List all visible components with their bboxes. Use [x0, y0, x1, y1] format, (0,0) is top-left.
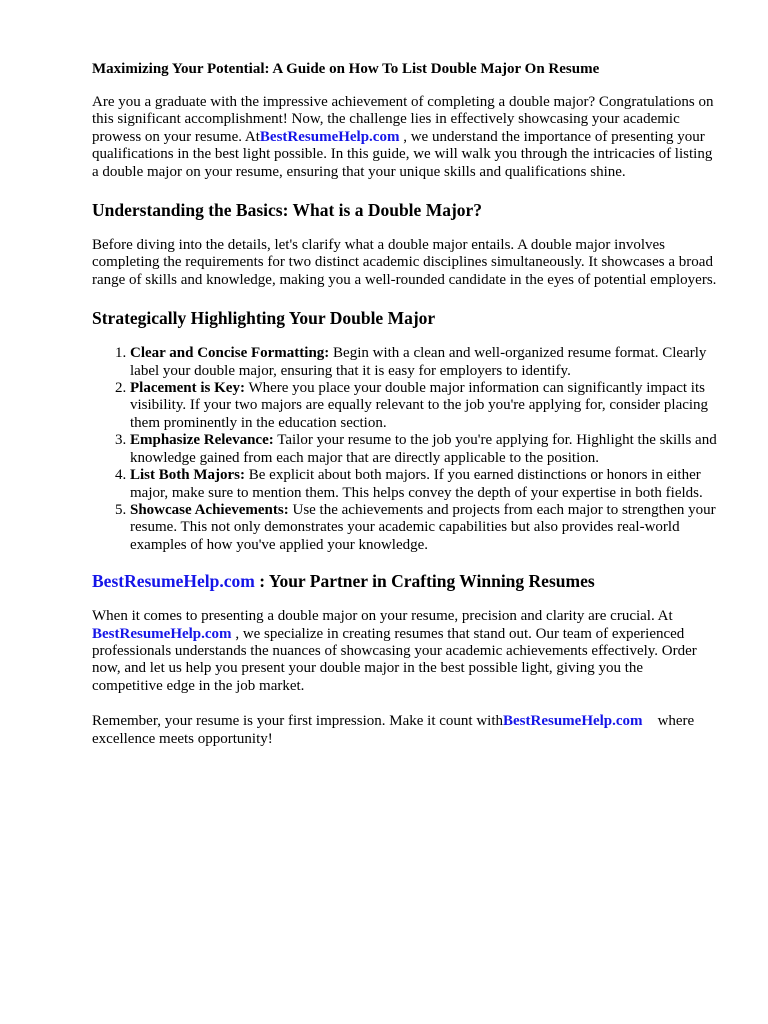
closing-text-after: where excellence meets opportunity! — [92, 713, 698, 747]
partner-text-after: , we specialize in creating resumes that stand out. Our team of experienced professionals understands the nuances of showcasing your academic achievements effectively. Order now, and let us help you present your double major in the best possible light, giving you the competitive edge in the job market. — [92, 625, 697, 694]
intro-brand-link[interactable]: BestResumeHelp.com — [259, 128, 400, 145]
document-title: Maximizing Your Potential: A Guide on How To List Double Major On Resume — [92, 61, 600, 77]
basics-heading: Understanding the Basics: What is a Double Major? — [92, 200, 483, 221]
partner-heading — [92, 570, 728, 592]
list-item-text: Tailor your resume to the job you're applying for. Highlight the skills and knowledge gained from each major that are directly applicable to the position. — [130, 432, 717, 466]
list-item-text: Be explicit about both majors. If you earned distinctions or honors in either major, make sure to mention them. This helps convey the depth of your expertise in both fields. — [130, 467, 703, 501]
list-item — [130, 467, 720, 502]
list-item — [130, 380, 720, 432]
basics-paragraph: Before diving into the details, let's clarify what a double major entails. A double major involves completing the requirements for two distinct academic disciplines simultaneously. It showcases a broad range of skills and knowledge, making you a well-rounded candidate in the eyes of potential employers. — [92, 237, 717, 288]
closing-text-before: Remember, your resume is your first impression. Make it count with — [92, 713, 503, 730]
list-item — [130, 432, 720, 467]
partner-heading-brand-link[interactable]: BestResumeHelp.com — [92, 571, 255, 592]
partner-brand-link[interactable]: BestResumeHelp.com — [92, 625, 232, 642]
closing-brand-link[interactable]: BestResumeHelp.com — [503, 713, 643, 730]
list-item — [130, 502, 720, 554]
intro-paragraph — [92, 94, 717, 181]
strategy-list — [92, 345, 720, 554]
closing-paragraph — [92, 713, 717, 748]
strategy-heading: Strategically Highlighting Your Double Major — [92, 308, 436, 329]
list-item-text: Where you place your double major information can significantly impact its visibility. If your two majors are equally relevant to the job you're applying for, consider placing them prominently in the education section. — [130, 380, 709, 431]
partner-paragraph — [92, 608, 717, 695]
list-item-text: Use the achievements and projects from each major to strengthen your resume. This not only demonstrates your academic capabilities but also provides real-world examples of how you've applied your knowledge. — [130, 501, 716, 553]
intro-text-before: Are you a graduate with the impressive achievement of completing a double major? Congratulations on this significant accomplishment! Now, the challenge lies in effectively showcasing your academic prowess on your resume. At — [92, 94, 714, 145]
partner-text-before: When it comes to presenting a double major on your resume, precision and clarity are crucial. At — [92, 608, 673, 625]
list-item-heading: Clear and Concise Formatting: — [130, 345, 330, 362]
list-item — [130, 345, 720, 380]
intro-text-after: , we understand the importance of presenting your qualifications in the best light possible. In this guide, we will walk you through the intricacies of listing a double major on your resume, ensuring that your unique skills and qualifications shine. — [92, 128, 713, 180]
list-item-heading: Placement is Key: — [130, 380, 245, 397]
list-item-text: Begin with a clean and well-organized resume format. Clearly label your double major, ensuring that it is easy for employers to identify. — [130, 345, 707, 379]
list-item-heading: Showcase Achievements: — [130, 501, 289, 518]
list-item-heading: List Both Majors: — [130, 467, 245, 484]
partner-heading-text: : Your Partner in Crafting Winning Resumes — [254, 571, 595, 592]
list-item-heading: Emphasize Relevance: — [130, 432, 274, 449]
